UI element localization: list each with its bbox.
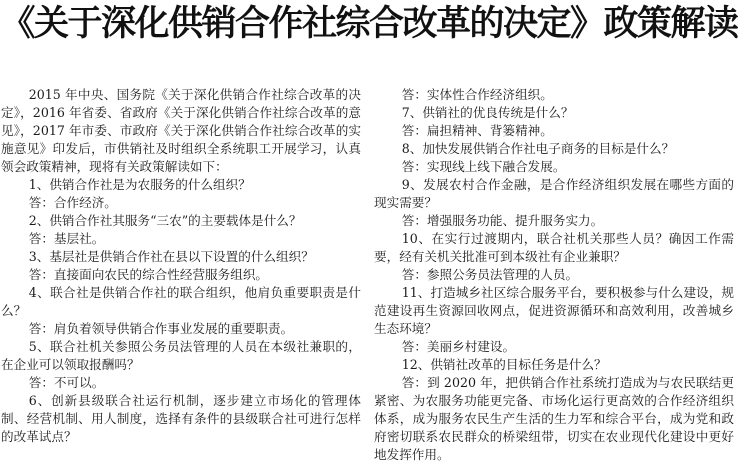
question-4: 4、联合社是供销合作社的联合组织，他肩负重要职责是什么？ [1, 285, 361, 318]
article-title: 《关于深化供销合作社综合改革的决定》政策解读 [0, 4, 738, 44]
answer-9: 答：增强服务功能、提升服务实力。 [401, 213, 604, 228]
answer-3: 答：直接面向农民的综合性经营服务组织。 [28, 267, 268, 282]
right-column [374, 86, 734, 464]
answer-11: 答：美丽乡村建设。 [401, 339, 516, 354]
answer-7: 答：扁担精神、背篓精神。 [401, 123, 553, 138]
answer-5: 答：不可以。 [28, 375, 105, 390]
question-8: 8、加快发展供销合作社电子商务的目标是什么？ [401, 141, 675, 156]
answer-10: 答：参照公务员法管理的人员。 [401, 267, 579, 282]
answer-8: 答：实现线上线下融合发展。 [401, 159, 566, 174]
left-column [1, 86, 361, 446]
question-12: 12、供销社改革的目标任务是什么？ [401, 357, 607, 372]
question-2: 2、供销合作社其服务“三农”的主要载体是什么？ [28, 213, 302, 228]
question-9: 9、发展农村合作金融，是合作经济组织发展在哪些方面的现实需要？ [374, 177, 734, 210]
intro-paragraph: 2015 年中央、国务院《关于深化供销合作社综合改革的决定》，2016 年省委、省政府《关于深化供销合作社综合改革的意见》，2017 年市委、市政府《关于深化供销合作社综合改革的实施意见》印发后，市供销社及时组织全系统职工开展学习，认真领会政策精神，现将有关政策解读如下： [1, 87, 361, 174]
question-3: 3、基层社是供销合作社在县以下设置的什么组织？ [28, 249, 314, 264]
answer-4: 答：肩负着领导供销合作事业发展的重要职责。 [28, 321, 294, 336]
answer-6: 答：实体性合作经济组织。 [401, 87, 553, 102]
answer-2: 答：基层社。 [28, 231, 105, 246]
answer-1: 答：合作经济。 [28, 195, 117, 210]
question-5: 5、联合社机关参照公务员法管理的人员在本级社兼职的，在企业可以领取报酬吗？ [1, 339, 361, 372]
question-11: 11、打造城乡社区综合服务平台，要积极参与什么建设，规范建设再生资源回收网点，促进资源循环和高效利用，改善城乡生态环境？ [374, 285, 734, 336]
question-10: 10、在实行过渡期内，联合社机关那些人员？确因工作需要，经有关机关批准可到本级社有企业兼职？ [374, 231, 734, 264]
answer-12: 答：到 2020 年，把供销合作社系统打造成为与农民联结更紧密、为农服务功能更完备、市场化运行更高效的合作经济组织体系，成为服务农民生产生活的生力军和综合平台，成为党和政府密切联系农民群众的桥梁纽带，切实在农业现代化建设中更好地发挥作用。 [374, 375, 734, 462]
question-7: 7、供销社的优良传统是什么？ [401, 105, 574, 120]
question-6: 6、创新县级联合社运行机制，逐步建立市场化的管理体制、经营机制、用人制度，选择有条件的县级联合社可进行怎样的改革试点？ [1, 393, 361, 444]
question-1: 1、供销合作社是为农服务的什么组织？ [28, 177, 251, 192]
